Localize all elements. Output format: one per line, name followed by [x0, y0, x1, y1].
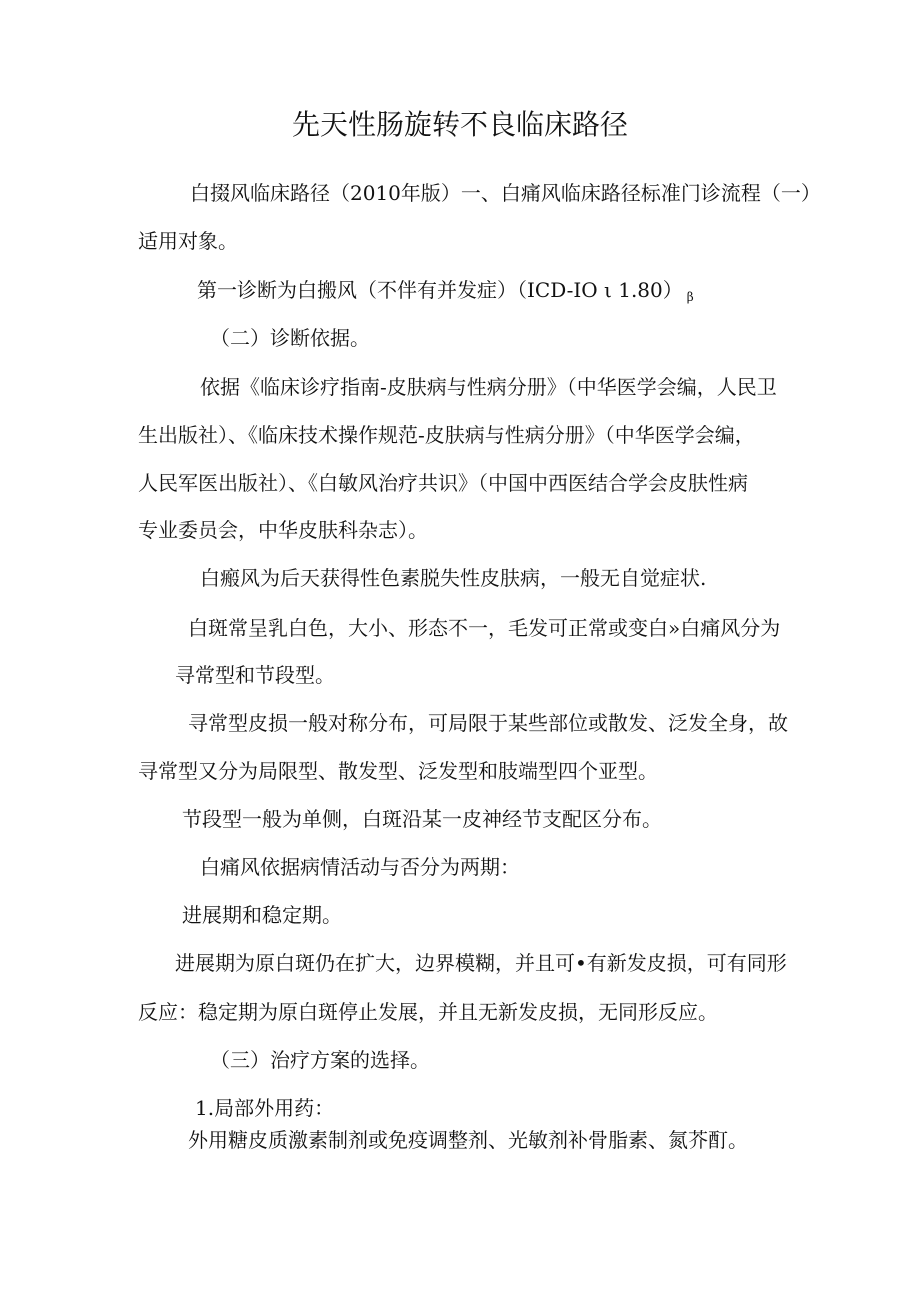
paragraph-line-21: 外用糖皮质激素制剂或免疫调整剂、光敏剂补骨脂素、氮芥酊。: [188, 1128, 748, 1152]
paragraph-line-10: 白斑常呈乳白色，大小、形态不一，毛发可正常或变白»白痛风分为: [188, 616, 781, 640]
paragraph-line-9: 白瘢风为后天获得性色素脱失性皮肤病，一般无自觉症状.: [200, 566, 707, 590]
page-title: 先天性肠旋转不良临床路径: [291, 108, 628, 141]
diagnosis-mark: β: [686, 290, 694, 304]
diagnosis-text: 第一诊断为白搬风（不伴有并发症）（ICD-IO ι 1.80）: [197, 278, 683, 302]
paragraph-line-6: 生出版社）、《临床技术操作规范-皮肤病与性病分册》（中华医学会编，: [138, 423, 755, 447]
paragraph-line-17: 进展期为原白斑仍在扩大，边界模糊，并且可•有新发皮损，可有同形: [175, 951, 787, 975]
paragraph-line-8: 专业委员会，中华皮肤科杂志）。: [138, 518, 428, 542]
paragraph-line-14: 节段型一般为单侧，白斑沿某一皮神经节支配区分布。: [182, 807, 662, 831]
paragraph-line-2: 适用对象。: [138, 229, 238, 253]
paragraph-line-11: 寻常型和节段型。: [175, 663, 335, 687]
paragraph-line-13: 寻常型又分为局限型、散发型、泛发型和肢端型四个亚型。: [138, 759, 658, 783]
paragraph-line-3: [197, 278, 694, 309]
paragraph-line-12: 寻常型皮损一般对称分布，可局限于某些部位或散发、泛发全身，故: [188, 711, 788, 735]
section-heading-diagnosis-basis: （二）诊断依据。: [210, 326, 370, 350]
section-heading-treatment: （三）治疗方案的选择。: [210, 1048, 430, 1072]
paragraph-line-5: 依据《临床诊疗指南-皮肤病与性病分册》（中华医学会编，人民卫: [200, 375, 777, 399]
paragraph-line-7: 人民军医出版社）、《白敏风治疗共识》（中国中西医结合学会皮肤性病: [138, 471, 748, 495]
paragraph-line-1: 白掇风临床路径（2010年版）一、白痛风临床路径标准门诊流程（一）: [190, 181, 821, 205]
paragraph-line-15: 白痛风依据病情活动与否分为两期：: [200, 855, 520, 879]
paragraph-line-16: 进展期和稳定期。: [182, 903, 342, 927]
paragraph-line-18: 反应：稳定期为原白斑停止发展，并且无新发皮损，无同形反应。: [138, 1000, 718, 1024]
list-item-topical: 1.局部外用药：: [195, 1096, 335, 1120]
